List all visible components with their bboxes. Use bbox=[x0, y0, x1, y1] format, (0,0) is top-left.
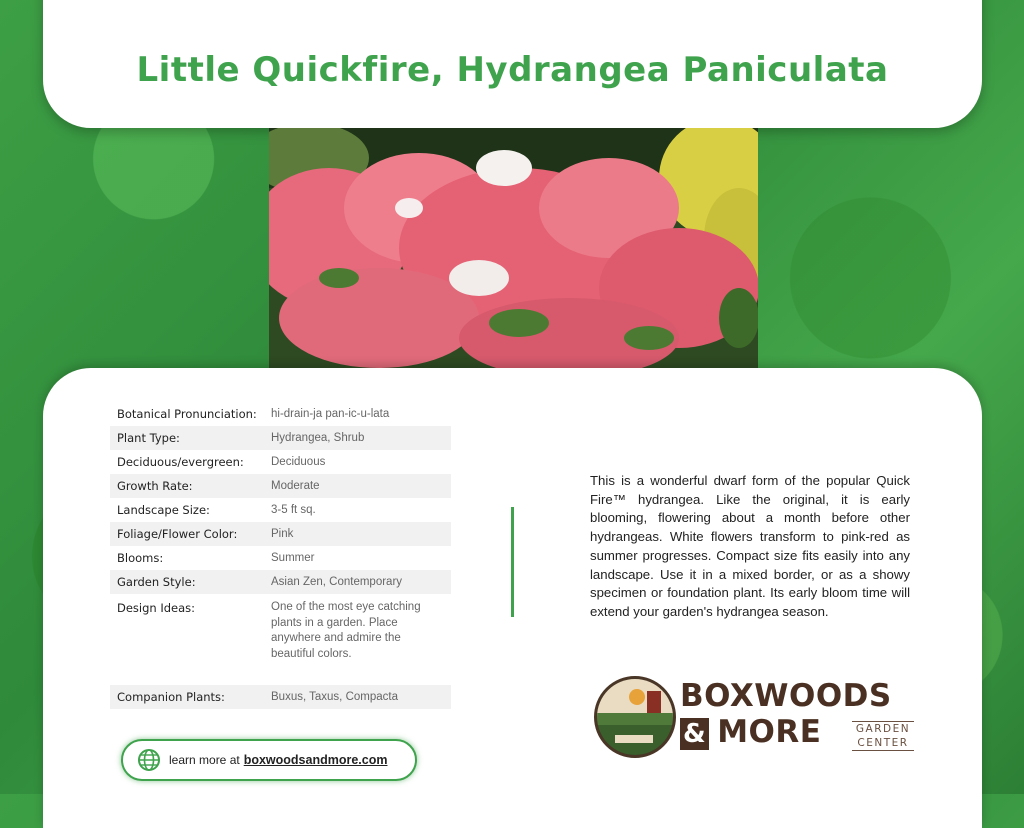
detail-label: Blooms: bbox=[117, 551, 164, 565]
detail-label: Botanical Pronunciation: bbox=[117, 407, 257, 421]
detail-value: Summer bbox=[271, 552, 315, 564]
logo-sub-line1: GARDEN bbox=[855, 723, 911, 735]
logo-ampersand: & bbox=[680, 718, 709, 750]
learn-more-link[interactable] bbox=[121, 739, 417, 781]
globe-icon bbox=[137, 748, 161, 772]
logo-more: MORE bbox=[717, 714, 822, 750]
detail-value: Hydrangea, Shrub bbox=[264, 426, 451, 450]
logo-wordmark-line1: BOXWOODS bbox=[680, 678, 892, 714]
info-card bbox=[43, 368, 982, 828]
detail-value: Buxus, Taxus, Compacta bbox=[264, 685, 451, 709]
details-row bbox=[110, 570, 451, 594]
learn-more-prefix: learn more at bbox=[169, 753, 240, 767]
detail-value: Pink bbox=[264, 522, 451, 546]
details-row bbox=[110, 450, 451, 474]
plant-details-table bbox=[110, 402, 451, 709]
details-row bbox=[110, 474, 451, 498]
detail-value: One of the most eye catching plants in a garden. Place anywhere and admire the beautiful colors. bbox=[264, 594, 451, 685]
detail-label: Design Ideas: bbox=[110, 594, 264, 685]
details-row bbox=[110, 594, 451, 685]
website-link[interactable]: boxwoodsandmore.com bbox=[243, 753, 388, 767]
detail-label: Plant Type: bbox=[110, 426, 264, 450]
title-banner bbox=[43, 0, 982, 128]
detail-value: Deciduous bbox=[271, 456, 326, 468]
detail-label: Companion Plants: bbox=[110, 685, 264, 709]
page-title: Little Quickfire, Hydrangea Paniculata bbox=[136, 50, 889, 90]
detail-label: Landscape Size: bbox=[117, 503, 210, 517]
detail-value: 3-5 ft sq. bbox=[271, 504, 316, 516]
details-row bbox=[110, 426, 451, 450]
details-row bbox=[110, 546, 451, 570]
detail-value: Moderate bbox=[264, 474, 451, 498]
plant-photo bbox=[269, 128, 758, 368]
detail-value: Asian Zen, Contemporary bbox=[264, 570, 451, 594]
logo-subtitle bbox=[852, 721, 914, 751]
plant-description: This is a wonderful dwarf form of the popular Quick Fire™ hydrangea. Like the original, it is early blooming, flowering about a month before other hydrangeas. White flowers transform to pink-red as summer progresses. Compact size fits easily into any landscape. Use it in a mixed border, or as a showy specimen or foundation plant. Its early bloom time will extend your garden's hydrangea season. bbox=[590, 473, 910, 619]
detail-label: Foliage/Flower Color: bbox=[110, 522, 264, 546]
detail-label: Garden Style: bbox=[110, 570, 264, 594]
detail-value: hi-drain-ja pan-ic-u-lata bbox=[271, 408, 390, 420]
brand-logo bbox=[594, 676, 924, 756]
logo-wordmark-line2 bbox=[680, 714, 821, 750]
detail-label: Deciduous/evergreen: bbox=[117, 455, 244, 469]
detail-label: Growth Rate: bbox=[110, 474, 264, 498]
details-row bbox=[110, 685, 451, 709]
logo-badge-icon bbox=[594, 676, 676, 758]
details-row bbox=[110, 402, 451, 426]
vertical-divider bbox=[511, 507, 514, 617]
details-row bbox=[110, 498, 451, 522]
details-row bbox=[110, 522, 451, 546]
hydrangea-image bbox=[269, 128, 758, 368]
logo-sub-line2: CENTER bbox=[857, 737, 909, 749]
